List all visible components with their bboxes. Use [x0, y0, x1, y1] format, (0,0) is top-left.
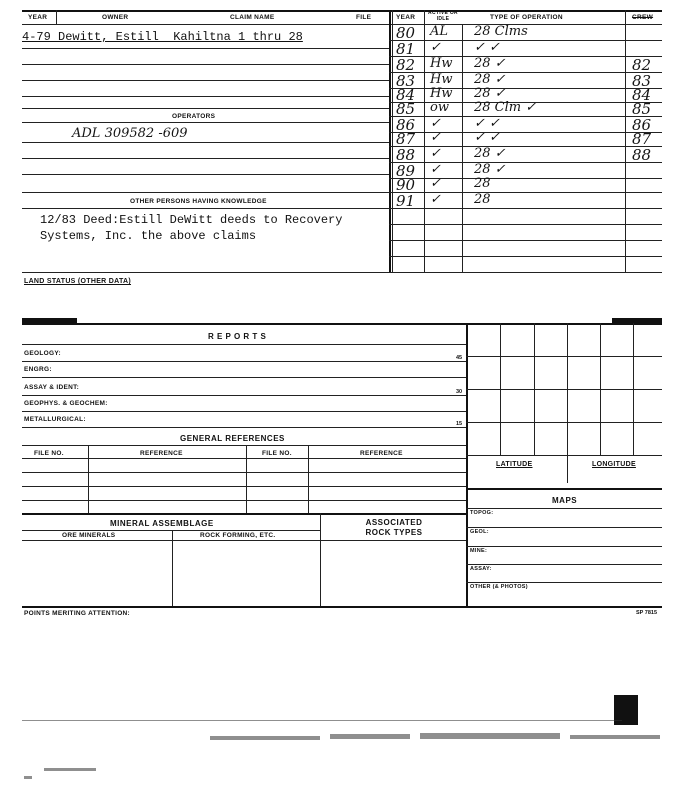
log-type: 28: [474, 192, 491, 207]
col-reference2-label: REFERENCE: [360, 450, 403, 457]
other-persons-label: OTHER PERSONS HAVING KNOWLEDGE: [130, 198, 267, 205]
log-year: 81: [396, 40, 416, 58]
col-type-label: TYPE OF OPERATION: [490, 14, 563, 21]
log-type: 28 Clm ✓: [474, 100, 537, 115]
log-year: 90: [396, 176, 416, 194]
col-active-label: ACTIVE OR IDLE: [428, 10, 458, 22]
log-type: 28 Clms: [474, 24, 528, 39]
operators-entry: ADL 309582 -609: [72, 126, 188, 141]
log-type: ✓ ✓: [474, 40, 500, 55]
log-crew: 87: [632, 130, 652, 148]
col-rock-forming-label: ROCK FORMING, ETC.: [200, 532, 276, 539]
log-crew: 82: [632, 56, 652, 74]
other-persons-note-line2: Systems, Inc. the above claims: [40, 229, 257, 243]
log-crew: 83: [632, 72, 652, 90]
log-status: Hw: [430, 86, 453, 101]
log-type: 28 ✓: [474, 86, 506, 101]
log-year: 85: [396, 100, 416, 118]
report-row-num: 30: [456, 389, 463, 395]
form-number: SP 7815: [636, 610, 658, 616]
log-type: 28: [474, 176, 491, 191]
col-claim-name-label: CLAIM NAME: [230, 14, 275, 21]
log-year: 82: [396, 56, 416, 74]
log-year: 88: [396, 146, 416, 164]
maps-title: MAPS: [552, 496, 578, 505]
col-crew-label: CREW: [632, 14, 654, 21]
log-year: 86: [396, 116, 416, 134]
log-year: 84: [396, 86, 416, 104]
reports-title: R E P O R T S: [208, 332, 267, 341]
report-row-label: GEOLOGY:: [24, 350, 61, 357]
latitude-label: LATITUDE: [496, 461, 533, 468]
log-crew: 88: [632, 146, 652, 164]
col-file-no2-label: FILE NO.: [262, 450, 292, 457]
log-status: ✓: [430, 40, 441, 55]
other-persons-note-line1: 12/83 Deed:Estill DeWitt deeds to Recovery: [40, 213, 343, 227]
log-status: ✓: [430, 162, 441, 177]
log-status: ✓: [430, 116, 441, 131]
log-type: ✓ ✓: [474, 116, 500, 131]
col-ore-minerals-label: ORE MINERALS: [62, 532, 116, 539]
log-status: AL: [430, 24, 449, 39]
log-type: 28 ✓: [474, 56, 506, 71]
associated-rock-types-label: ASSOCIATED ROCK TYPES: [365, 518, 423, 537]
col-year-label: YEAR: [28, 14, 48, 21]
log-crew: 86: [632, 116, 652, 134]
log-year: 87: [396, 130, 416, 148]
map-row-label: GEOL:: [470, 529, 489, 535]
report-row-label: GEOPHYS. & GEOCHEM:: [24, 400, 108, 407]
operators-label: OPERATORS: [172, 113, 216, 120]
log-status: ✓: [430, 130, 441, 145]
log-status: Hw: [430, 56, 453, 71]
log-type: ✓ ✓: [474, 130, 500, 145]
longitude-label: LONGITUDE: [592, 461, 636, 468]
mineral-assemblage-title: MINERAL ASSEMBLAGE: [110, 519, 214, 528]
map-row-label: OTHER (& PHOTOS): [470, 584, 528, 590]
log-status: ow: [430, 100, 449, 115]
general-references-title: GENERAL REFERENCES: [180, 434, 285, 443]
land-status-label: LAND STATUS (OTHER DATA): [24, 278, 132, 285]
log-type: 28 ✓: [474, 162, 506, 177]
log-type: 28 ✓: [474, 72, 506, 87]
col-reference-label: REFERENCE: [140, 450, 183, 457]
log-crew: 84: [632, 86, 652, 104]
map-row-label: TOPOG:: [470, 510, 494, 516]
log-crew: 85: [632, 100, 652, 118]
log-status: ✓: [430, 176, 441, 191]
col-year2-label: YEAR: [396, 14, 416, 21]
report-row-num: 45: [456, 355, 463, 361]
map-row-label: ASSAY:: [470, 566, 492, 572]
log-year: 80: [396, 24, 416, 42]
log-year: 91: [396, 192, 416, 210]
log-status: ✓: [430, 146, 441, 161]
log-status: ✓: [430, 192, 441, 207]
log-status: Hw: [430, 72, 453, 87]
col-file-label: FILE: [356, 14, 372, 21]
log-type: 28 ✓: [474, 146, 506, 161]
report-row-label: METALLURGICAL:: [24, 416, 86, 423]
report-row-num: 15: [456, 421, 463, 427]
log-year: 83: [396, 72, 416, 90]
owner-entry: 4-79 Dewitt, Estill Kahiltna 1 thru 28: [22, 30, 303, 44]
points-meriting-label: POINTS MERITING ATTENTION:: [24, 610, 131, 617]
report-row-label: ENGRG:: [24, 366, 52, 373]
col-file-no-label: FILE NO.: [34, 450, 64, 457]
col-owner-label: OWNER: [102, 14, 129, 21]
log-year: 89: [396, 162, 416, 180]
report-row-label: ASSAY & IDENT:: [24, 384, 80, 391]
map-row-label: MINE:: [470, 548, 488, 554]
